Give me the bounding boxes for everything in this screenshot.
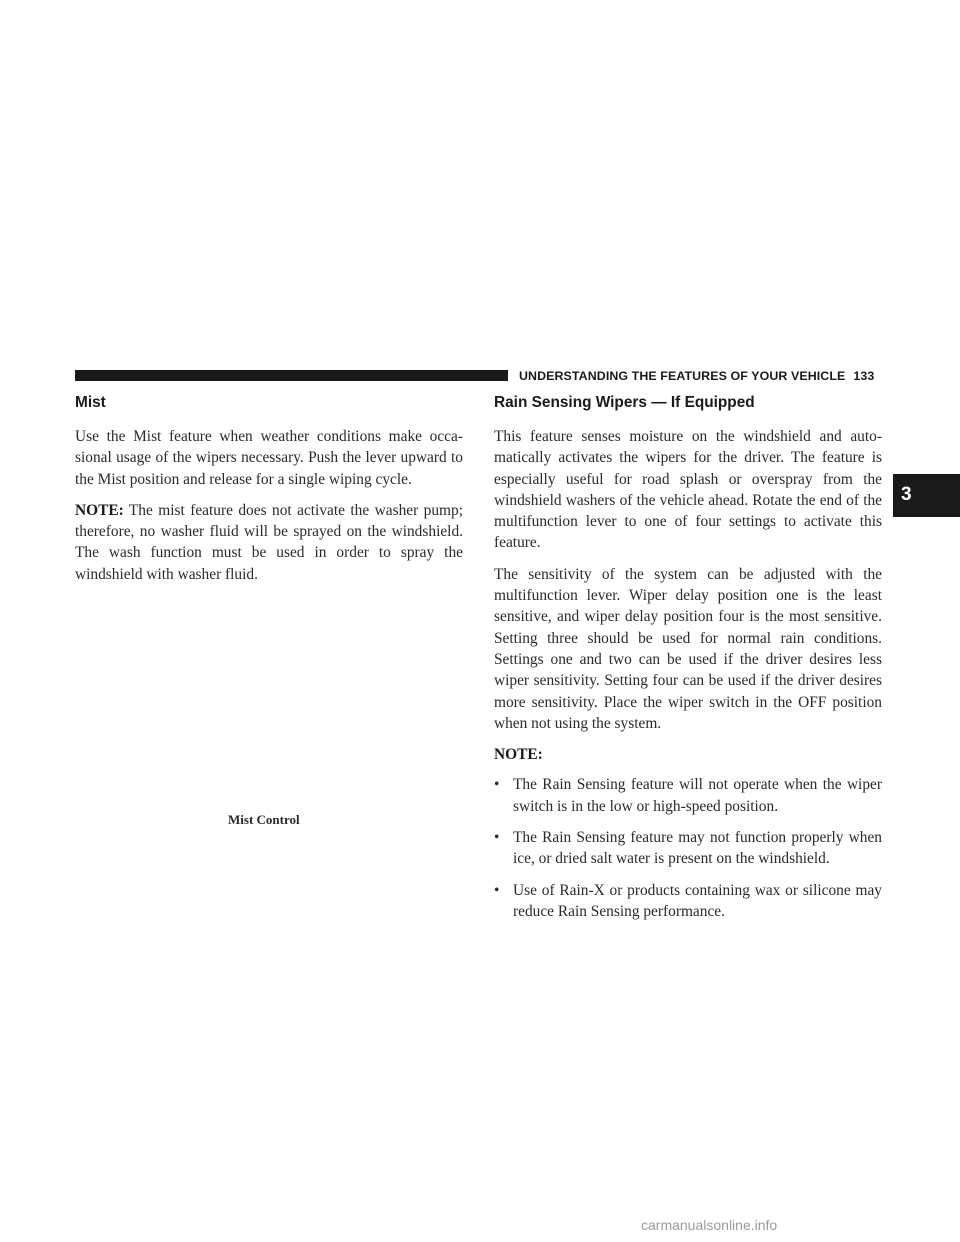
bullet-item (494, 774, 882, 817)
running-header (519, 369, 874, 383)
section-title: UNDERSTANDING THE FEATURES OF YOUR VEHICLE (519, 369, 846, 383)
rain-sensing-heading: Rain Sensing Wipers — If Equipped (494, 394, 755, 411)
chapter-number: 3 (901, 484, 912, 505)
bullet-glyph: • (494, 776, 500, 794)
figure-caption: Mist Control (228, 812, 300, 827)
bullet-item (494, 827, 882, 870)
note-text: The mist feature does not activate the washer pump; therefore, no washer fluid will be sprayed on the windshield. The wash function must be used in order to spray the windshield with washer fluid. (75, 501, 463, 583)
note-label: NOTE: (494, 746, 543, 764)
bullet-text: The Rain Sensing feature may not function properly when ice, or dried salt water is present on the windshield. (513, 829, 882, 868)
chapter-tab (893, 474, 960, 517)
mist-paragraph: Use the Mist feature when weather conditions make occasional usage of the wipers necessary. Push the lever upward to the Mist position and release for a single wiping cycle. (75, 428, 463, 488)
right-column (494, 393, 882, 932)
left-column (75, 393, 463, 595)
bullet-text: The Rain Sensing feature will not operate when the wiper switch is in the low or high-speed position. (513, 776, 882, 815)
note-label: NOTE: (75, 501, 124, 519)
note-bullet-list (494, 774, 882, 922)
bullet-glyph: • (494, 881, 500, 899)
rain-sensing-note (494, 744, 882, 765)
bullet-item (494, 880, 882, 923)
mist-note (75, 500, 463, 585)
header-rule (75, 370, 508, 381)
watermark: carmanualsonline.info (641, 1217, 778, 1233)
mist-heading: Mist (75, 394, 106, 411)
rain-sensing-paragraph-1: This feature senses moisture on the windshield and automatically activates the wipers for the driver. The feature is especially useful for road splash or overspray from the windshield washers of the vehicle ahead. Rotate the end of the multifunction lever to one of four settings to activate this feature. (494, 428, 882, 552)
bullet-glyph: • (494, 829, 500, 847)
bullet-text: Use of Rain-X or products containing wax or silicone may reduce Rain Sensing performance. (513, 881, 882, 920)
page-number: 133 (853, 369, 875, 383)
rain-sensing-paragraph-2: The sensitivity of the system can be adjusted with the multifunction lever. Wiper delay position one is the least sensitive, and wiper delay position four is the most sensitive. Setting three should be used for normal rain conditions. Settings one and two can be used if the driver desires less wiper sensitivity. Setting four can be used if the driver desires more sensitivity. Place the wiper switch in the OFF position when not using the system. (494, 565, 882, 732)
